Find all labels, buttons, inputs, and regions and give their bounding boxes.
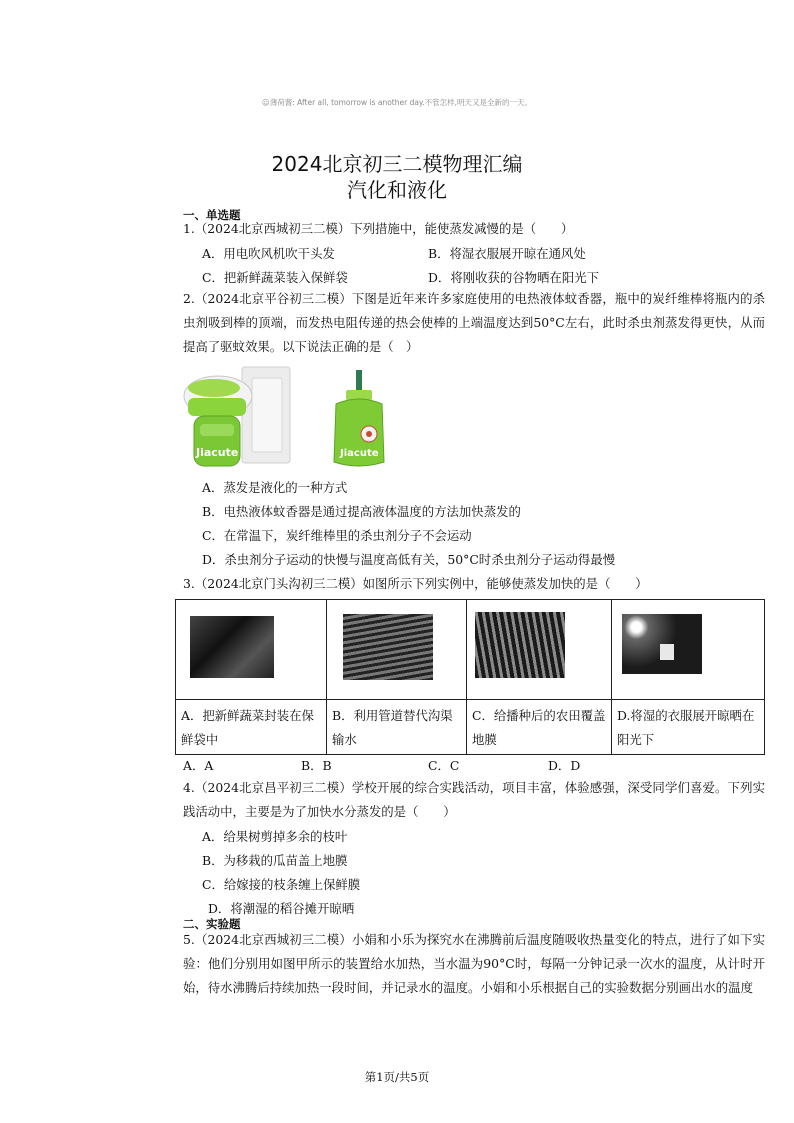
q3-stem: 3.（2024北京门头沟初三二模）如图所示下列实例中，能够使蒸发加快的是（ ） xyxy=(183,576,648,591)
q2-stem: 2.（2024北京平谷初三二模）下图是近年来许多家庭使用的电热液体蚊香器，瓶中的炭纤维棒将瓶内的杀虫剂吸到棒的顶端，而发热电阻传递的热会使棒的上端温度达到50°C左右，此时杀虫剂蒸发得更快，从而提高了驱蚊效果。以下说法正确的是（ ） xyxy=(183,291,765,354)
q1-option-b: B．将湿衣服展开晾在通风处 xyxy=(428,246,586,261)
q4-option-c: C．给嫁接的枝条缠上保鲜膜 xyxy=(202,877,361,892)
q3-photo-cell-d xyxy=(612,600,765,700)
q3-cell-d-text: D.将湿的衣服展开晾晒在阳光下 xyxy=(612,700,765,755)
q5-stem: 5.（2024北京西城初三二模）小娟和小乐为探究水在沸腾前后温度随吸收热量变化的特点，进行了如下实验：他们分别用如图甲所示的装置给水加热，当水温为90°C时，每隔一分钟记录一次水的温度，从计时开始，待水沸腾后持续加热一段时间，并记录水的温度。小娟和小乐根据自己的实验数据分别画出水的温度 xyxy=(183,932,765,995)
q3-figure-table xyxy=(175,599,765,755)
q2-option-a: A．蒸发是液化的一种方式 xyxy=(202,480,348,495)
q3-cell-b-text: B．利用管道替代沟渠输水 xyxy=(327,700,467,755)
q3-photo-a xyxy=(190,616,274,678)
q2-option-d: D．杀虫剂分子运动的快慢与温度高低有关，50°C时杀虫剂分子运动得最慢 xyxy=(202,552,616,567)
q1-option-c: C．把新鲜蔬菜装入保鲜袋 xyxy=(202,270,348,285)
watermark: ☺薄荷酱: After all, tomorrow is another day.不管怎样,明天又是全新的一天。 xyxy=(261,98,533,107)
q4-option-a: A．给果树剪掉多余的枝叶 xyxy=(202,829,348,844)
page-number: 第1页/共5页 xyxy=(364,1070,430,1084)
q3-choice-c: C．C xyxy=(428,758,460,773)
mosquito-repellent-figure xyxy=(180,364,390,472)
q1-stem: 1.（2024北京西城初三二模）下列措施中，能使蒸发减慢的是（ ） xyxy=(183,221,574,236)
q1-option-a: A．用电吹风机吹干头发 xyxy=(202,246,335,261)
q3-choice-b: B．B xyxy=(301,758,332,773)
q3-cell-a-text: A．把新鲜蔬菜封装在保鲜袋中 xyxy=(176,700,327,755)
section-heading-single: 一、单选题 xyxy=(183,208,241,222)
q2-option-c: C．在常温下，炭纤维棒里的杀虫剂分子不会运动 xyxy=(202,528,472,543)
q3-photo-cell-a xyxy=(176,600,327,700)
q3-choice-a: A．A xyxy=(183,758,214,773)
q3-photo-b xyxy=(343,614,433,680)
q3-choice-d: D．D xyxy=(548,758,581,773)
brand-label-2: Jiacute xyxy=(340,448,379,459)
q3-cell-c-text: C．给播种后的农田覆盖地膜 xyxy=(467,700,612,755)
q4-option-b: B．为移栽的瓜苗盖上地膜 xyxy=(202,853,348,868)
q1-option-d: D．将刚收获的谷物晒在阳光下 xyxy=(428,270,600,285)
q4-option-d: D．将潮湿的稻谷摊开晾晒 xyxy=(208,901,355,916)
brand-label-1: Jiacute xyxy=(196,446,239,459)
page-title: 2024北京初三二模物理汇编 xyxy=(271,152,523,176)
page-subtitle: 汽化和液化 xyxy=(347,178,447,202)
q3-photo-d xyxy=(622,614,702,674)
q3-photo-cell-b xyxy=(327,600,467,700)
q2-option-b: B．电热液体蚊香器是通过提高液体温度的方法加快蒸发的 xyxy=(202,504,521,519)
section-heading-experiment: 二、实验题 xyxy=(183,917,241,931)
q3-photo-c xyxy=(475,612,565,678)
q3-photo-cell-c xyxy=(467,600,612,700)
q4-stem: 4.（2024北京昌平初三二模）学校开展的综合实践活动，项目丰富，体验感强，深受同学们喜爱。下列实践活动中，主要是为了加快水分蒸发的是（ ） xyxy=(183,780,765,819)
